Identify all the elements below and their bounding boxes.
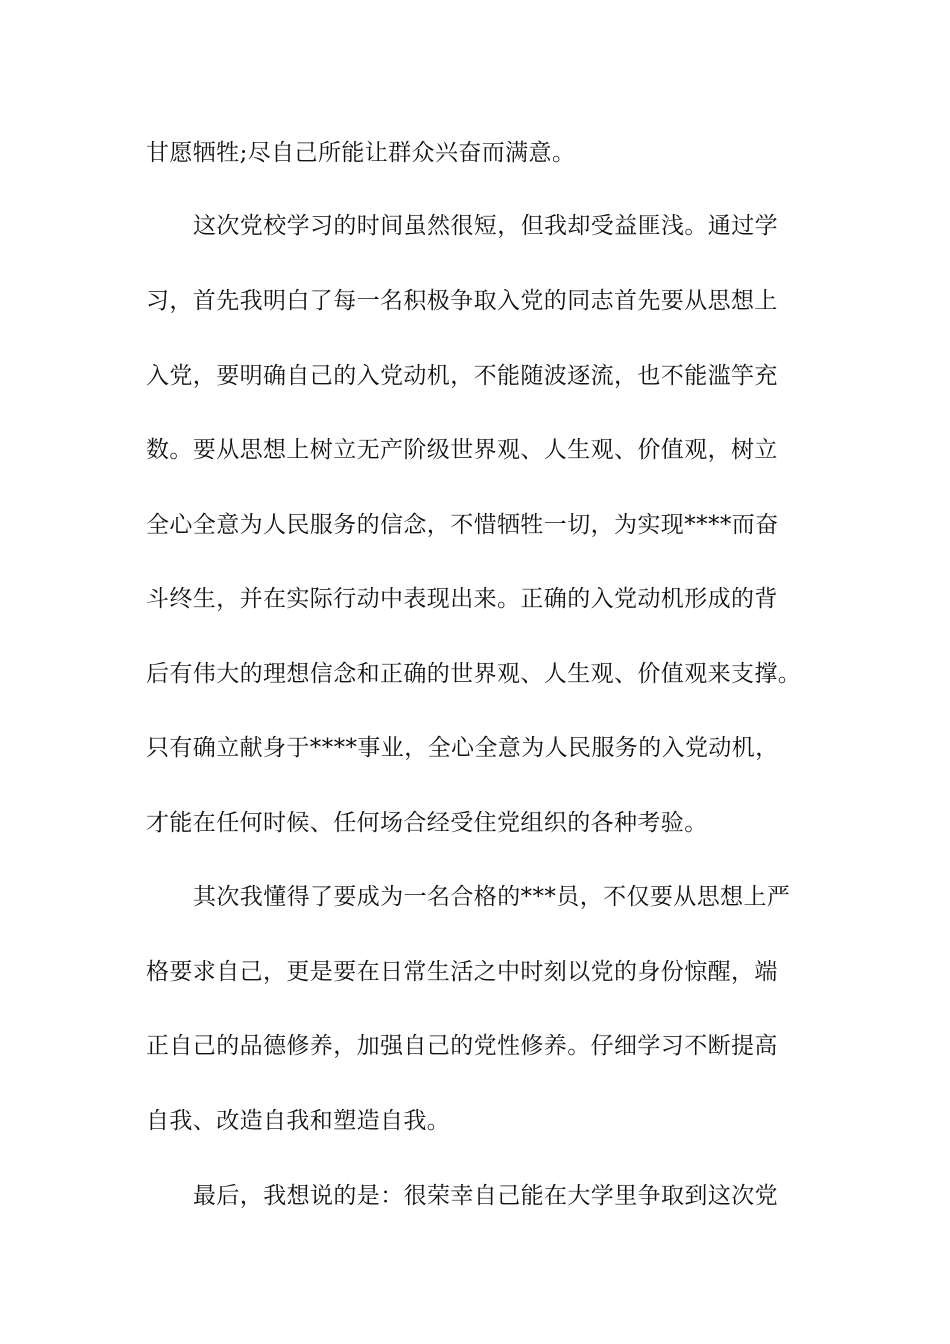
- paragraph-first-line: 其次我懂得了要成为一名合格的***员，不仅要从思想上严: [193, 884, 791, 910]
- text-line: 只有确立献身于****事业，全心全意为人民服务的入党动机，: [146, 735, 779, 761]
- text-line: 后有伟大的理想信念和正确的世界观、人生观、价值观来支撑。: [146, 661, 802, 687]
- text-line: 数。要从思想上树立无产阶级世界观、人生观、价值观，树立: [146, 437, 778, 463]
- text-line: 入党，要明确自己的入党动机，不能随波逐流，也不能滥竽充: [146, 363, 778, 389]
- text-line: 全心全意为人民服务的信念，不惜牺牲一切，为实现****而奋: [146, 512, 779, 538]
- text-line: 格要求自己，更是要在日常生活之中时刻以党的身份惊醒，端: [146, 959, 778, 985]
- text-line: 自我、改造自我和塑造自我。: [146, 1108, 451, 1134]
- text-line: 斗终生，并在实际行动中表现出来。正确的入党动机形成的背: [146, 586, 778, 612]
- text-line: 习，首先我明白了每一名积极争取入党的同志首先要从思想上: [146, 288, 778, 314]
- paragraph-first-line: 这次党校学习的时间虽然很短，但我却受益匪浅。通过学: [193, 213, 778, 239]
- text-line: 正自己的品德修养，加强自己的党性修养。仔细学习不断提高: [146, 1033, 778, 1059]
- text-line: 才能在任何时候、任何场合经受住党组织的各种考验。: [146, 810, 708, 836]
- text-line: 甘愿牺牲;尽自己所能让群众兴奋而满意。: [146, 140, 576, 166]
- paragraph-first-line: 最后，我想说的是：很荣幸自己能在大学里争取到这次党: [193, 1183, 778, 1209]
